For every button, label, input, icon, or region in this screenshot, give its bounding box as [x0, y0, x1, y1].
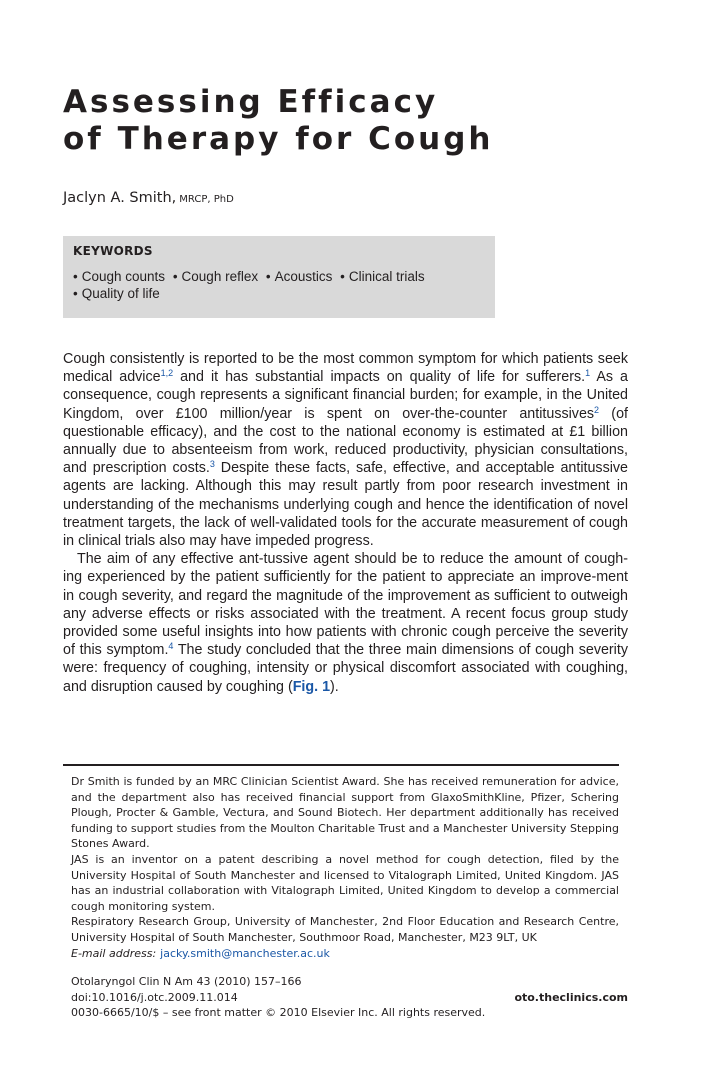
footnote-divider — [63, 764, 619, 766]
keywords-list — [73, 268, 485, 302]
keyword-item: Clinical trials — [348, 269, 425, 284]
bullet-icon: • — [73, 286, 78, 301]
email-link[interactable]: jacky.smith@manchester.ac.uk — [160, 946, 330, 960]
title-line-1: Assessing Efficacy — [63, 84, 439, 120]
keywords-heading: KEYWORDS — [73, 244, 153, 258]
author-name: Jaclyn A. Smith, — [63, 190, 177, 206]
paragraph-1: Cough consistently is reported to be the most common symptom for which patients seek medical advice$^{1,2}$ and it has substantial impacts on quality of life for sufferers.$^1$ As a consequence, cough represents a significant financial burden; for example, in the United Kingdom, over £100 million/year is spent on over-the-counter antitussives$^2$ (of questionable efficacy), and the cost to the national economy is estimated at £1 billion annually due to absenteeism from work, reduced productivity, physician consultations, and prescription costs.$^3$ Despite these facts, safe, effective, and acceptable antitussive agents are lacking. Although this may result partly from poor research investment in understanding of the mechanisms underlying cough and hence the identification of novel treatment targets, the lack of well-validated tools for the accurate measurement of cough in clinical trials also may have impeded progress. — [63, 351, 628, 550]
bullet-icon: • — [265, 269, 271, 284]
email-line — [71, 946, 619, 962]
keywords-box — [63, 236, 495, 318]
footnote — [71, 774, 619, 961]
article-title — [63, 84, 493, 158]
affiliation: Respiratory Research Group, University of Manchester, 2nd Floor Education and Research Centre, University Hospital of South Manchester, Southmoor Road, Manchester, M23 9LT, UK — [71, 915, 619, 944]
doi[interactable]: doi:10.1016/j.otc.2009.11.014 — [71, 990, 238, 1004]
bullet-icon: • — [73, 269, 78, 284]
journal-citation: Otolaryngol Clin N Am 43 (2010) 157–166 — [71, 975, 302, 988]
title-line-2: of Therapy for Cough — [63, 121, 494, 157]
body-text — [63, 350, 628, 696]
bullet-icon: • — [340, 269, 345, 284]
author-line — [63, 190, 234, 206]
copyright: 0030-6665/10/$ – see front matter © 2010 Elsevier Inc. All rights reserved. — [71, 1006, 486, 1020]
citation-ref[interactable]: 4 — [168, 641, 174, 652]
keyword-item: Cough reflex — [181, 269, 259, 284]
patent-statement: JAS is an inventor on a patent describing a novel method for cough detection, filed by the University Hospital of South Manchester and licensed to Vitalograph Limited, United Kingdom. JAS has an industrial collaboration with Vitalograph Limited, United Kingdom to develop a commercial cough monitoring system. — [71, 852, 619, 913]
keyword-item: Acoustics — [274, 269, 333, 284]
keyword-item: Quality of life — [81, 286, 160, 301]
website-link[interactable]: oto.theclinics.com — [514, 990, 628, 1004]
funding-statement: Dr Smith is funded by an MRC Clinician Scientist Award. She has received remuneration for advice, and the department also has received financial support from GlaxoSmithKline, Pfizer, Schering Plough, Procter & Gamble, Vectura, and Sound Biotech. Her department additionally has received funding to support studies from the Moulton Charitable Trust and a Manchester University Stepping Stones Award. — [71, 775, 619, 851]
author-credentials: MRCP, PhD — [179, 194, 234, 205]
citation-block — [71, 974, 628, 1021]
bullet-icon: • — [172, 269, 178, 284]
figure-link[interactable]: Fig. 1 — [292, 678, 331, 695]
citation-ref[interactable]: 1 — [585, 368, 591, 379]
email-label: E-mail address: — [71, 946, 157, 960]
citation-ref[interactable]: 2 — [594, 404, 600, 415]
keyword-item: Cough counts — [81, 269, 166, 284]
citation-ref[interactable]: 1,2 — [160, 368, 174, 379]
paragraph-2: The aim of any effective ant-tussive agent should be to reduce the amount of cough-ing experienced by the patient sufficiently for the patient to appreciate an improve-ment in cough severity, and regard the magnitude of the improvement as sufficient to outweigh any adverse effects or risks associated with the treatment. A recent focus group study provided some useful insights into how patients with chronic cough perceive the severity of this symptom.$^4$ The study concluded that the three main dimensions of cough severity were: frequency of coughing, intensity or physical discomfort associated with coughing, and disruption caused by coughing (Fig. 1). — [63, 551, 628, 695]
citation-ref[interactable]: 3 — [209, 459, 215, 470]
